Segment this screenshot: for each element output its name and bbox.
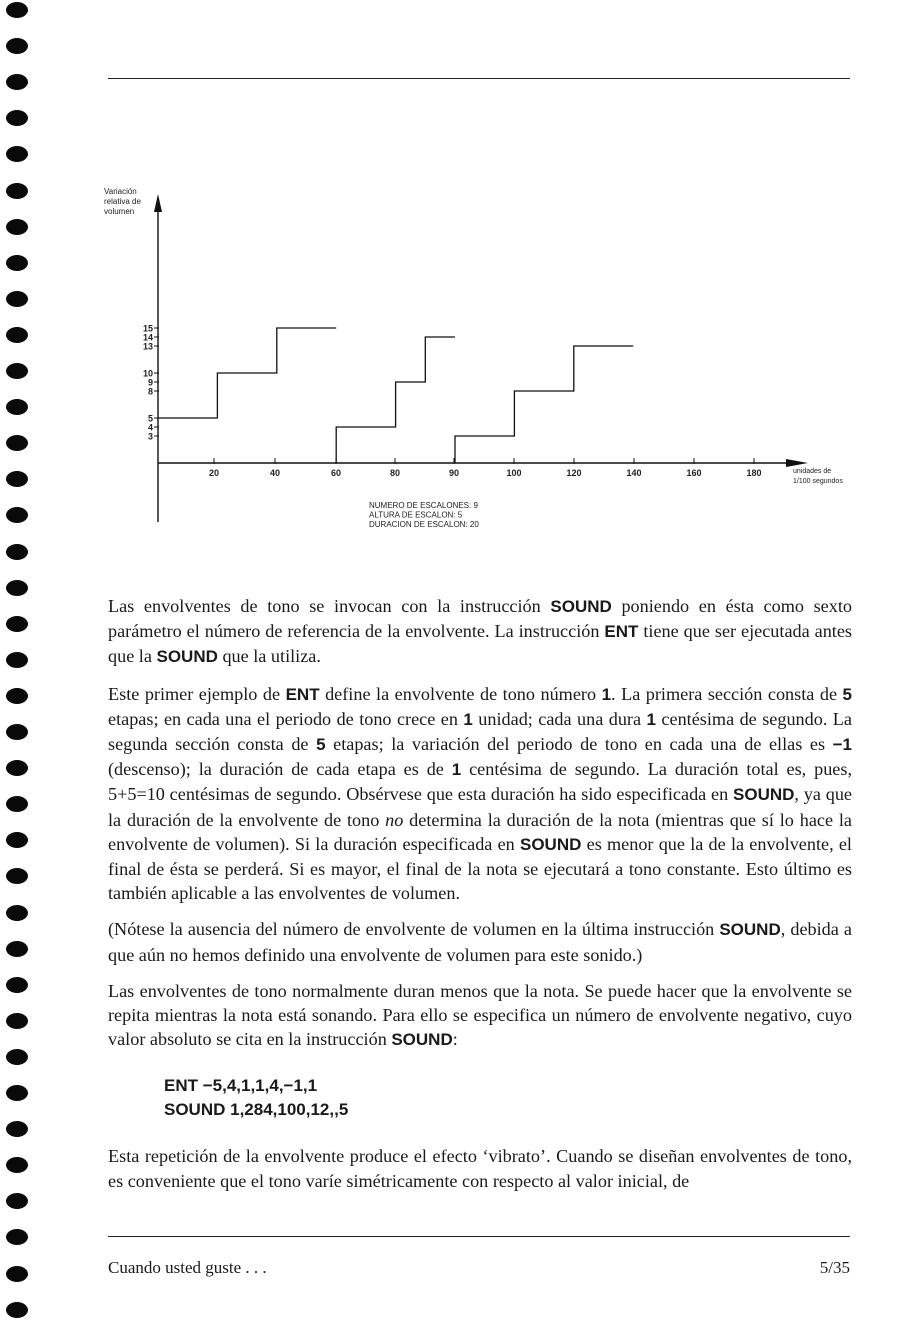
x-tick-label: 160 — [686, 468, 702, 478]
x-axis-label — [793, 468, 843, 485]
keyword: SOUND — [391, 1030, 453, 1050]
keyword: 1 — [451, 760, 462, 780]
paragraph-1: Las envolventes de tono se invocan con la instrucción SOUND poniendo en ésta como sexto parámetro el número de referencia de la envolvente. La instrucción ENT tiene que ser ejecutada antes que la SOUND que la utiliza. — [108, 596, 853, 667]
binding-hole — [6, 1302, 28, 1318]
x-axis-label-line: unidades de — [793, 468, 832, 475]
binding-hole — [6, 652, 28, 668]
y-tick-label: 5 — [147, 413, 153, 424]
binding-hole — [6, 544, 28, 560]
binding-hole — [6, 616, 28, 632]
binding-hole — [6, 255, 28, 271]
paragraph-4: Las envolventes de tono normalmente duran menos que la nota. Se puede hacer que la envolvente se repita mientras la nota está sonando. Para ello se especifica un número de envolvente negativo, cuyo valor absoluto se cita en la instrucción SOUND: — [108, 980, 852, 1050]
chart-annotation: NUMERO DE ESCALONES: 9 — [369, 501, 478, 510]
y-tick-label: 4 — [147, 422, 153, 433]
keyword: 1 — [601, 684, 612, 704]
x-tick-label: 140 — [626, 468, 642, 478]
series-line — [158, 328, 336, 418]
binding-hole — [6, 327, 28, 343]
x-tick-label: 90 — [448, 468, 460, 478]
x-tick-label: 60 — [330, 468, 342, 478]
y-tick-label: 9 — [147, 377, 153, 388]
binding-hole — [6, 1157, 28, 1173]
x-tick-label: 120 — [566, 468, 582, 478]
binding-hole — [6, 1121, 28, 1137]
x-tick-label: 180 — [746, 468, 762, 478]
binding-hole — [6, 183, 28, 199]
binding-hole — [6, 435, 28, 451]
binding-hole — [6, 1266, 28, 1282]
binding-hole — [6, 580, 28, 596]
page-number: 5/35 — [819, 1258, 850, 1277]
chart-annotation: DURACION DE ESCALON: 20 — [369, 520, 479, 529]
binding-hole — [6, 2, 28, 18]
x-tick-label: 100 — [506, 468, 522, 478]
x-axis-arrow — [786, 459, 808, 467]
top-rule — [108, 78, 850, 79]
keyword: 1 — [646, 709, 656, 729]
y-tick-label: 14 — [142, 332, 153, 343]
binding-holes — [0, 0, 40, 1334]
keyword: 5 — [842, 684, 852, 704]
series-line — [455, 346, 633, 463]
binding-hole — [6, 471, 28, 487]
y-axis-label-line: Variación — [104, 187, 137, 196]
keyword: SOUND — [520, 834, 582, 854]
binding-hole — [6, 688, 28, 704]
step-chart — [96, 180, 876, 550]
binding-hole — [6, 74, 28, 90]
chart-svg — [96, 180, 876, 550]
binding-hole — [6, 760, 28, 776]
binding-hole — [6, 363, 28, 379]
x-tick-label: 80 — [389, 468, 401, 478]
y-tick-label: 8 — [147, 386, 153, 397]
x-tick-label: 20 — [208, 468, 220, 478]
binding-hole — [6, 941, 28, 957]
binding-hole — [6, 977, 28, 993]
binding-hole — [6, 868, 28, 884]
binding-hole — [6, 291, 28, 307]
binding-hole — [6, 1013, 28, 1029]
binding-hole — [6, 796, 28, 812]
bottom-rule — [108, 1236, 850, 1237]
emphasis: no — [385, 809, 404, 830]
y-axis-label-line: relativa de — [104, 197, 141, 206]
keyword: SOUND — [733, 785, 795, 805]
binding-hole — [6, 219, 28, 235]
binding-hole — [6, 146, 28, 162]
x-tick-label: 40 — [269, 468, 281, 478]
body-text — [108, 594, 852, 1205]
binding-hole — [6, 905, 28, 921]
binding-hole — [6, 1193, 28, 1209]
binding-hole — [6, 1049, 28, 1065]
x-axis-label-line: 1/100 segundos — [793, 478, 843, 485]
binding-hole — [6, 507, 28, 523]
binding-hole — [6, 110, 28, 126]
y-tick-label: 3 — [147, 431, 153, 442]
keyword: 5 — [316, 735, 326, 755]
binding-hole — [6, 38, 28, 54]
y-axis-label — [104, 187, 141, 216]
keyword: SOUND — [550, 597, 612, 616]
code-line-sound: SOUND 1,284,100,12,,5 — [164, 1100, 349, 1120]
y-tick-label: 15 — [142, 323, 153, 334]
binding-hole — [6, 1229, 28, 1245]
code-line-ent: ENT −5,4,1,1,4,−1,1 — [164, 1076, 318, 1096]
y-tick-label: 13 — [142, 341, 153, 352]
paragraph-3: (Nótese la ausencia del número de envolvente de volumen en la última instrucción SOUND, debida a que aún no hemos definido una envolvente de volumen para este sonido.) — [108, 919, 852, 965]
footer-title: Cuando usted guste . . . — [108, 1258, 267, 1277]
binding-hole — [6, 399, 28, 415]
keyword: SOUND — [156, 647, 218, 667]
binding-hole — [6, 832, 28, 848]
chart-annotation: ALTURA DE ESCALON: 5 — [369, 510, 463, 520]
binding-hole — [6, 724, 28, 740]
keyword: ENT — [285, 684, 320, 704]
y-axis-arrow — [154, 194, 162, 212]
binding-hole — [6, 1085, 28, 1101]
keyword: SOUND — [719, 920, 781, 940]
keyword: −1 — [832, 735, 853, 755]
keyword: 1 — [463, 709, 473, 729]
keyword: ENT — [604, 622, 639, 642]
series-line — [336, 337, 455, 463]
code-block — [164, 1074, 852, 1122]
y-tick-label: 10 — [142, 368, 153, 379]
paragraph-5: Esta repetición de la envolvente produce el efecto ‘vibrato’. Cuando se diseñan envolventes de tono, es conveniente que el tono varíe simétricamente con respecto al valor inicial, de — [108, 1146, 852, 1191]
paragraph-2: Este primer ejemplo de ENT define la envolvente de tono número 1. La primera sección consta de 5 etapas; en cada una el periodo de tono crece en 1 unidad; cada una dura 1 centésima de segundo. La segunda sección consta de 5 etapas; la variación del periodo de tono en cada una de ellas es −1 (descenso); la duración de cada etapa es de 1 centésima de segundo. La duración total es, pues, 5+5=10 centésimas de segundo. Obsérvese que esta duración ha sido especificada en SOUND, ya que la duración de la envolvente de tono no determina la duración de la nota (mientras que sí lo hace la envolvente de volumen). Si la duración especificada en SOUND es menor que la de la envolvente, el final de ésta se perderá. Si es mayor, el final de la nota se ejecutará a tono constante. Esto último es también aplicable a las envolventes de volumen. — [108, 683, 853, 904]
y-axis-label-line: volumen — [104, 207, 135, 216]
